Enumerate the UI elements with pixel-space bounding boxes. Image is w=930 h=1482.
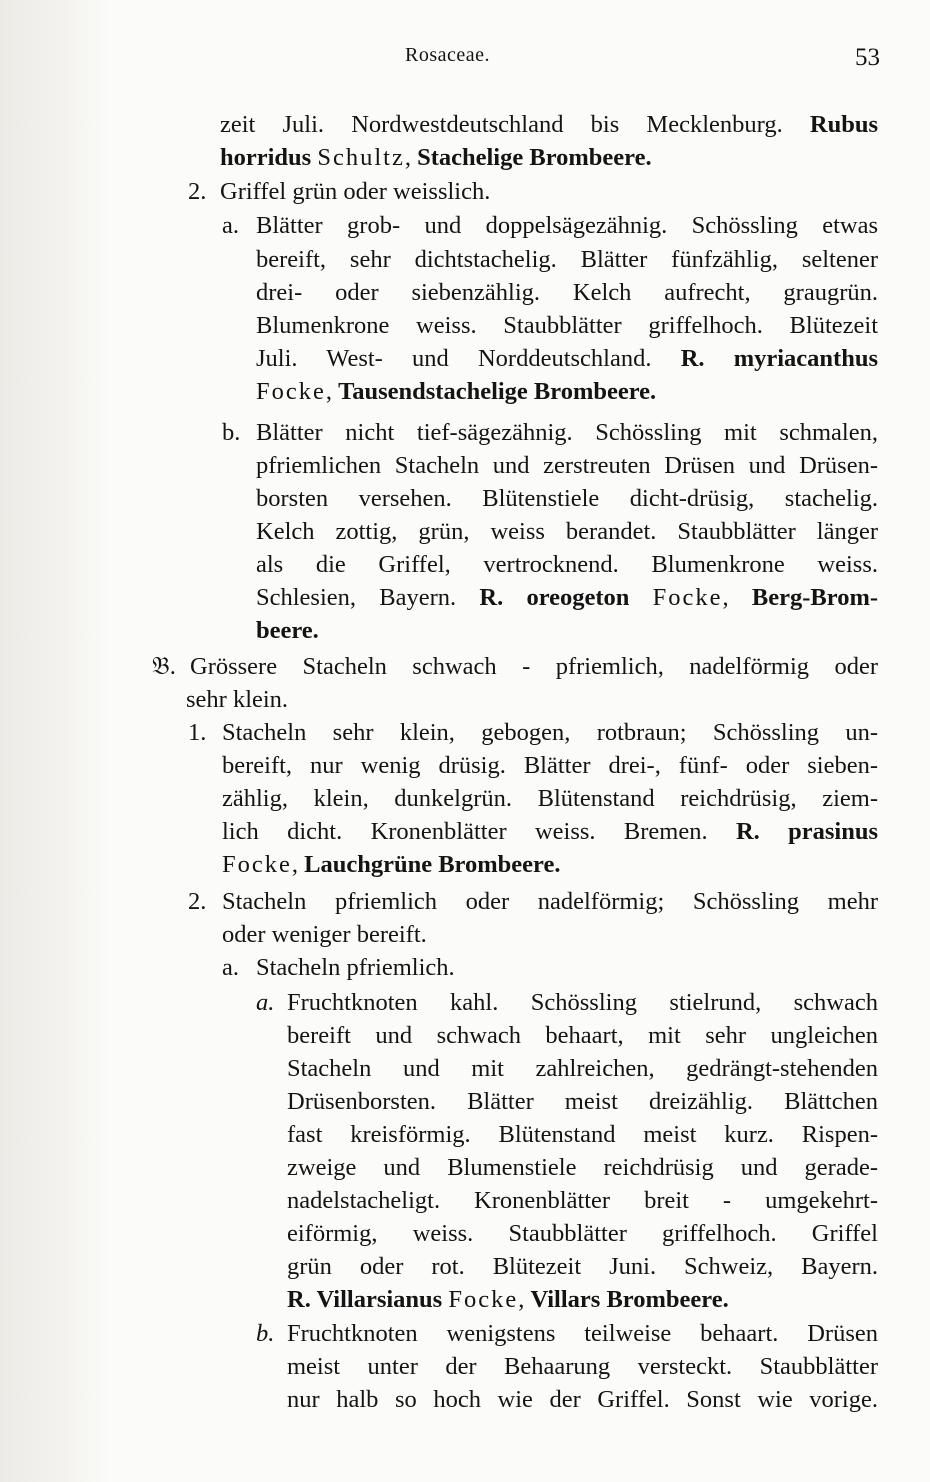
text-line xyxy=(287,1350,878,1383)
text-run: pfriemlichen Stacheln und zerstreuten Drüsen und Drüsen- xyxy=(256,452,878,479)
text-run: Drüsenborsten. Blätter meist dreizählig. Blättchen xyxy=(287,1088,878,1115)
text-run: Fruchtknoten kahl. Schössling stielrund, schwach xyxy=(287,989,878,1016)
text-run: Stacheln und mit zahlreichen, gedrängt-stehenden xyxy=(287,1055,878,1082)
bold-name: R. Villarsianus xyxy=(287,1286,443,1313)
text-line xyxy=(222,716,878,749)
text-line xyxy=(287,1151,878,1184)
list-marker: b. xyxy=(256,1320,275,1347)
text-line xyxy=(287,986,878,1019)
text-run: oder weniger bereift. xyxy=(222,921,427,948)
text-line xyxy=(222,782,878,815)
text-run: Blätter grob- und doppelsägezähnig. Schössling etwas xyxy=(256,212,878,239)
text-line xyxy=(256,515,878,548)
text-run: , xyxy=(325,378,339,405)
text-run: zeit Juli. Nordwestdeutschland bis Mecklenburg. xyxy=(220,111,810,138)
text-run: sehr klein. xyxy=(186,686,289,713)
bold-name: Stachelige Brombeere. xyxy=(417,144,652,171)
text-line xyxy=(256,342,878,375)
text-line xyxy=(287,1184,878,1217)
list-marker: a. xyxy=(256,989,275,1016)
text-line xyxy=(222,885,878,918)
bold-name: Villars Brombeere. xyxy=(530,1286,729,1313)
text-run: zweige und Blumenstiele reichdrüsig und gerade- xyxy=(287,1154,878,1181)
page-number: 53 xyxy=(855,44,880,71)
list-marker: 2. xyxy=(188,888,207,915)
text-run: nur halb so hoch wie der Griffel. Sonst wie vorige. xyxy=(287,1386,878,1413)
text-line xyxy=(287,1383,878,1416)
text-run: borsten versehen. Blütenstiele dicht-drüsig, stachelig. xyxy=(256,485,878,512)
text-run: , xyxy=(518,1286,531,1313)
list-marker: a. xyxy=(222,954,239,981)
text-line xyxy=(287,1317,878,1350)
text-run: Kelch zottig, grün, weiss berandet. Staubblätter länger xyxy=(256,518,878,545)
author-name: Focke xyxy=(222,851,292,878)
text-line xyxy=(287,1250,878,1283)
text-run: bereift, nur wenig drüsig. Blätter drei-, fünf- oder sieben- xyxy=(222,752,878,779)
text-line xyxy=(256,951,455,984)
text-line xyxy=(256,581,878,614)
text-run: Fruchtknoten wenigstens teilweise behaart. Drüsen xyxy=(287,1320,878,1347)
author-name: Focke xyxy=(256,378,326,405)
bold-name: beere. xyxy=(256,617,319,644)
text-run: bereift, sehr dichtstachelig. Blätter fünfzählig, seltener xyxy=(256,246,878,273)
text-line xyxy=(256,243,878,276)
text-run: Griffel grün oder weisslich. xyxy=(220,178,491,205)
text-run: Blätter nicht tief-sägezähnig. Schössling mit schmalen, xyxy=(256,419,878,446)
bold-name: horridus xyxy=(220,144,312,171)
text-line xyxy=(222,918,427,951)
text-line xyxy=(256,614,319,647)
text-line xyxy=(220,175,490,208)
text-run: Blumenkrone weiss. Staubblätter griffelhoch. Blütezeit xyxy=(256,312,878,339)
text-line xyxy=(256,482,878,515)
text-line xyxy=(256,449,878,482)
text-line xyxy=(220,141,652,174)
text-line xyxy=(222,848,560,881)
bold-name: R. myriacanthus xyxy=(680,345,878,372)
text-line xyxy=(287,1217,878,1250)
text-line xyxy=(256,276,878,309)
text-run: Schlesien, Bayern. xyxy=(256,584,480,611)
text-run: Stacheln pfriemlich oder nadelförmig; Schössling mehr xyxy=(222,888,878,915)
text-run: lich dicht. Kronenblätter weiss. Bremen. xyxy=(222,818,736,845)
text-run: eiförmig, weiss. Staubblätter griffelhoch. Griffel xyxy=(287,1220,878,1247)
text-run: , xyxy=(291,851,305,878)
text-line xyxy=(287,1118,878,1151)
list-marker: a. xyxy=(222,212,239,239)
text-line xyxy=(287,1085,878,1118)
text-run: meist unter der Behaarung versteckt. Staubblätter xyxy=(287,1353,878,1380)
text-run: Juli. West- und Norddeutschland. xyxy=(256,345,681,372)
text-line xyxy=(186,683,288,716)
bold-name: Berg-Brom- xyxy=(751,584,879,611)
text-run: nadelstacheligt. Kronenblätter breit - umgekehrt- xyxy=(287,1187,878,1214)
text-run xyxy=(629,584,652,611)
text-line xyxy=(256,209,878,242)
author-name: Focke xyxy=(652,584,723,611)
text-line xyxy=(190,650,878,683)
text-line xyxy=(287,1052,878,1085)
text-run: Stacheln pfriemlich. xyxy=(256,954,455,981)
text-run: als die Griffel, vertrocknend. Blumenkrone weiss. xyxy=(256,551,878,578)
text-line xyxy=(222,749,878,782)
list-marker: 𝔅. xyxy=(152,653,176,680)
running-title: Rosaceae. xyxy=(405,44,491,66)
text-line xyxy=(220,108,878,141)
text-run: bereift und schwach behaart, mit sehr ungleichen xyxy=(287,1022,878,1049)
author-name: Schultz xyxy=(317,144,405,171)
text-line xyxy=(256,548,878,581)
list-marker: 2. xyxy=(188,178,207,205)
bold-name: Lauchgrüne Brombeere. xyxy=(304,851,561,878)
text-line xyxy=(287,1019,878,1052)
bold-name: R. oreogeton xyxy=(479,584,630,611)
text-run: Grössere Stacheln schwach - pfriemlich, nadelförmig oder xyxy=(190,653,878,680)
text-line xyxy=(256,309,878,342)
text-line xyxy=(287,1283,729,1316)
text-run: fast kreisförmig. Blütenstand meist kurz. Rispen- xyxy=(287,1121,878,1148)
author-name: Focke xyxy=(448,1286,519,1313)
bold-name: Rubus xyxy=(809,111,878,138)
text-line xyxy=(222,815,878,848)
text-line xyxy=(256,416,878,449)
list-marker: 1. xyxy=(188,719,207,746)
text-run: , xyxy=(722,584,752,611)
text-run: Stacheln sehr klein, gebogen, rotbraun; Schössling un- xyxy=(222,719,878,746)
bold-name: R. prasinus xyxy=(735,818,878,845)
text-run: , xyxy=(404,144,418,171)
bold-name: Tausendstachelige Brombeere. xyxy=(338,378,657,405)
list-marker: b. xyxy=(222,419,241,446)
text-run: grün oder rot. Blütezeit Juni. Schweiz, Bayern. xyxy=(287,1253,878,1280)
text-run: zählig, klein, dunkelgrün. Blütenstand reichdrüsig, ziem- xyxy=(222,785,878,812)
text-line xyxy=(256,375,656,408)
text-run: drei- oder siebenzählig. Kelch aufrecht, graugrün. xyxy=(256,279,878,306)
